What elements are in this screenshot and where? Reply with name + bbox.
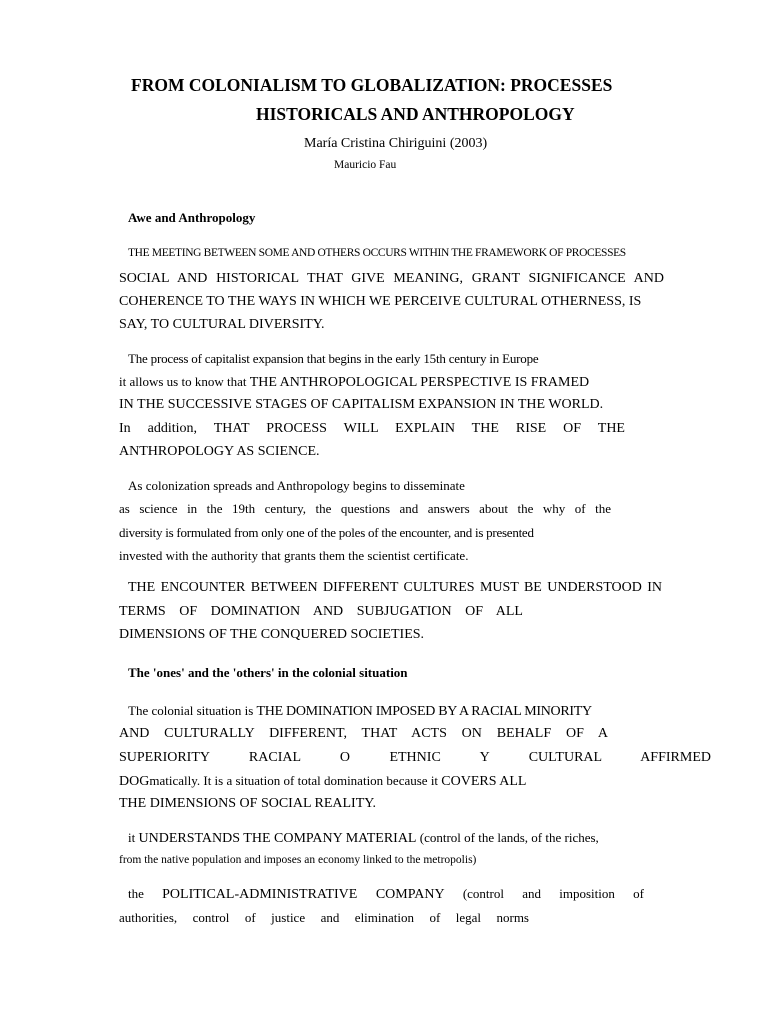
s2-p1-line-5: THE DIMENSIONS OF SOCIAL REALITY. bbox=[119, 796, 377, 811]
s1-p3-line-1: As colonization spreads and Anthropology begins to disseminate bbox=[128, 478, 465, 493]
s1-p4-line-2: TERMS OF DOMINATION AND SUBJUGATION OF ALL bbox=[119, 604, 523, 619]
s2-p3-line-2: authorities, control of justice and elimination of legal norms bbox=[119, 910, 529, 925]
section-heading-awe: Awe and Anthropology bbox=[128, 210, 256, 225]
s1-p2-line-2 bbox=[119, 375, 589, 390]
s2-p1-line-1-caps: THE DOMINATION IMPOSED BY A RACIAL MINORITY bbox=[256, 704, 592, 719]
s2-p3-line-1-caps: POLITICAL-ADMINISTRATIVE COMPANY bbox=[162, 887, 445, 902]
s1-p3-line-3: diversity is formulated from only one of the poles of the encounter, and is presented bbox=[119, 525, 534, 540]
s2-p3-line-1-text-a: the bbox=[128, 886, 163, 901]
s1-p1-line-1: THE MEETING BETWEEN SOME AND OTHERS OCCURS WITHIN THE FRAMEWORK OF PROCESSES bbox=[128, 247, 626, 259]
author-line: María Cristina Chiriguini (2003) bbox=[304, 136, 488, 151]
s1-p4-line-3: DIMENSIONS OF THE CONQUERED SOCIETIES. bbox=[119, 627, 425, 642]
s1-p2-line-2-caps: THE ANTHROPOLOGICAL PERSPECTIVE IS FRAMED bbox=[249, 375, 590, 390]
s1-p3-line-2: as science in the 19th century, the questions and answers about the why of the bbox=[119, 501, 611, 516]
s2-p2-line-2: from the native population and imposes an economy linked to the metropolis) bbox=[119, 854, 477, 866]
s1-p2-line-3: IN THE SUCCESSIVE STAGES OF CAPITALISM EXPANSION IN THE WORLD. bbox=[119, 397, 604, 412]
s2-p1-line-4-text: matically. It is a situation of total domination because it bbox=[149, 773, 442, 788]
s2-p2-line-1-text-a: it bbox=[128, 830, 139, 845]
s2-p1-line-4 bbox=[119, 774, 526, 789]
s1-p2-line-1: The process of capitalist expansion that begins in the early 15th century in Europe bbox=[128, 351, 539, 366]
title-line-1: FROM COLONIALISM TO GLOBALIZATION: PROCESSES bbox=[131, 75, 613, 95]
s1-p4-line-1: THE ENCOUNTER BETWEEN DIFFERENT CULTURES MUST BE UNDERSTOOD IN bbox=[128, 580, 662, 595]
s2-p3-line-1 bbox=[128, 887, 644, 902]
s1-p3-line-4: invested with the authority that grants them the scientist certificate. bbox=[119, 548, 469, 563]
s2-p2-line-1-caps: UNDERSTANDS THE COMPANY MATERIAL bbox=[138, 831, 417, 846]
s2-p1-line-2: AND CULTURALLY DIFFERENT, THAT ACTS ON BEHALF OF A bbox=[119, 726, 608, 741]
s2-p1-line-3: SUPERIORITY RACIAL O ETHNIC Y CULTURAL AFFIRMED bbox=[119, 750, 711, 765]
s1-p1-line-2: SOCIAL AND HISTORICAL THAT GIVE MEANING, GRANT SIGNIFICANCE AND bbox=[119, 271, 664, 286]
s2-p1-line-1 bbox=[128, 704, 592, 719]
section-heading-colonial: The 'ones' and the 'others' in the colonial situation bbox=[128, 665, 408, 680]
s1-p2-line-4: In addition, THAT PROCESS WILL EXPLAIN THE RISE OF THE bbox=[119, 421, 625, 436]
s2-p2-line-1 bbox=[128, 831, 599, 846]
s2-p1-line-4-caps-a: DOG bbox=[119, 774, 150, 789]
s2-p1-line-4-caps-b: COVERS ALL bbox=[441, 774, 527, 789]
s2-p3-line-1-text-b: (control and imposition of bbox=[444, 886, 644, 901]
s2-p2-line-1-text-b: (control of the lands, of the riches, bbox=[416, 830, 599, 845]
s1-p2-line-5: ANTHROPOLOGY AS SCIENCE. bbox=[119, 444, 320, 459]
s1-p2-line-2-text: it allows us to know that bbox=[119, 374, 250, 389]
s2-p1-line-1-text: The colonial situation is bbox=[128, 703, 257, 718]
translator-line: Mauricio Fau bbox=[334, 159, 397, 171]
s1-p1-line-3: COHERENCE TO THE WAYS IN WHICH WE PERCEIVE CULTURAL OTHERNESS, IS bbox=[119, 294, 642, 309]
s1-p1-line-4: SAY, TO CULTURAL DIVERSITY. bbox=[119, 317, 325, 332]
title-line-2: HISTORICALS AND ANTHROPOLOGY bbox=[256, 104, 575, 124]
